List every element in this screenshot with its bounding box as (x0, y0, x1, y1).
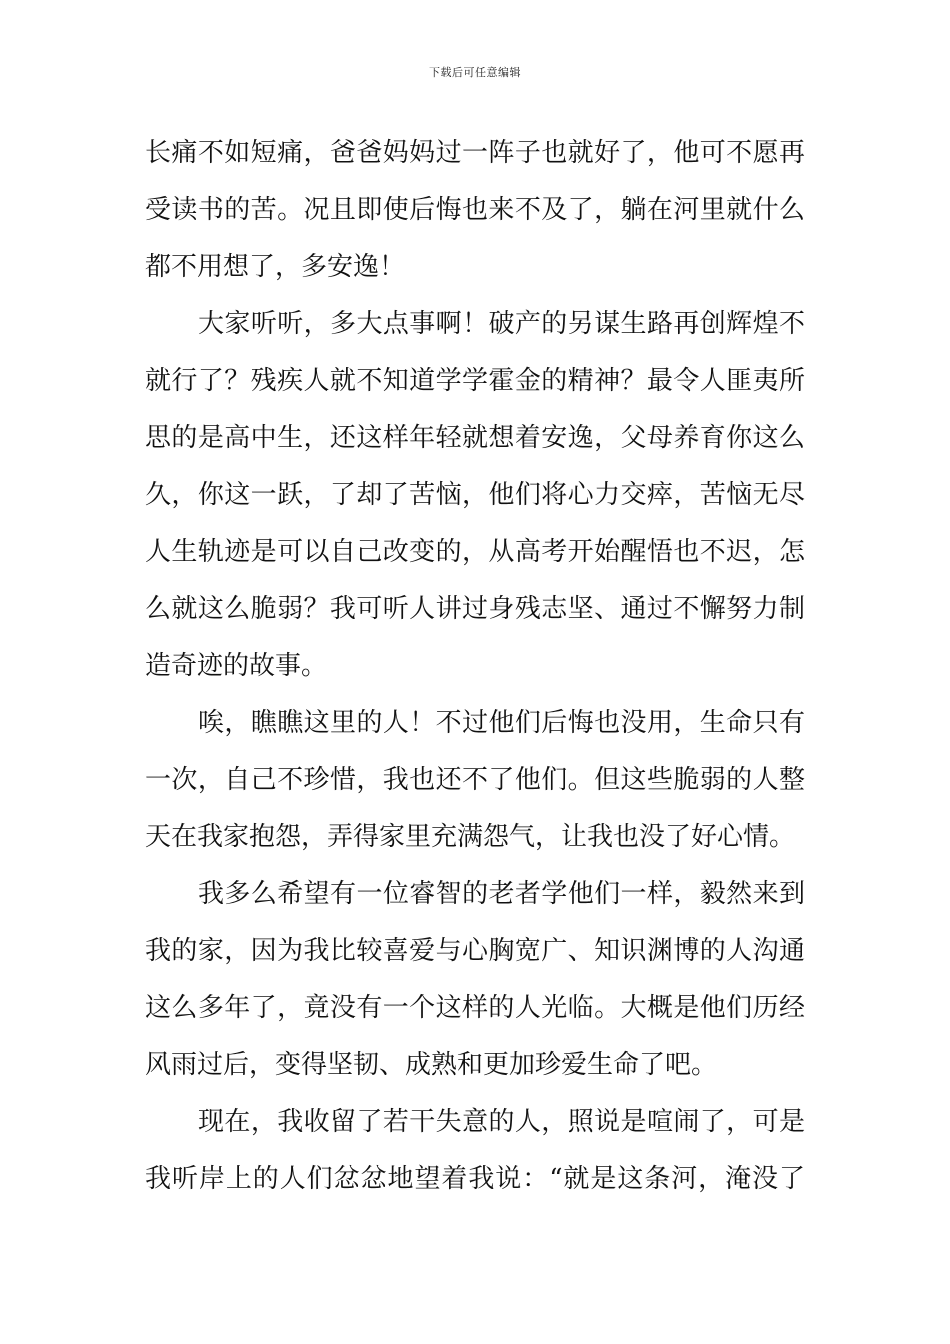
page-header: 下载后可任意编辑 (429, 66, 521, 79)
text-line: 这么多年了，竟没有一个这样的人光临。大概是他们历经 (145, 993, 805, 1023)
paragraph-first-line: 我多么希望有一位睿智的老者学他们一样，毅然来到 (198, 879, 805, 909)
text-line: 风雨过后，变得坚韧、成熟和更加珍爱生命了吧。 (145, 1050, 718, 1080)
paragraph-first-line: 现在，我收留了若干失意的人，照说是喧闹了，可是 (198, 1107, 805, 1137)
text-line: 我的家，因为我比较喜爱与心胸宽广、知识渊博的人沟通 (145, 936, 805, 966)
text-line: 造奇迹的故事。 (145, 651, 328, 681)
text-line: 都不用想了，多安逸！ (145, 252, 406, 282)
text-line: 久，你这一跃，了却了苦恼，他们将心力交瘁，苦恼无尽 (145, 480, 805, 510)
text-line: 人生轨迹是可以自己改变的，从高考开始醒悟也不迟，怎 (145, 537, 805, 567)
text-line: 就行了？残疾人就不知道学学霍金的精神？最令人匪夷所 (145, 366, 805, 396)
text-line: 一次，自己不珍惜，我也还不了他们。但这些脆弱的人整 (145, 765, 805, 795)
text-line: 我听岸上的人们忿忿地望着我说：“就是这条河，淹没了 (145, 1164, 805, 1194)
paragraph-first-line: 唉，瞧瞧这里的人！不过他们后悔也没用，生命只有 (198, 708, 805, 738)
document-body (145, 125, 805, 1208)
text-line: 长痛不如短痛，爸爸妈妈过一阵子也就好了，他可不愿再 (145, 138, 805, 168)
text-line: 天在我家抱怨，弄得家里充满怨气，让我也没了好心情。 (145, 822, 796, 852)
text-line: 么就这么脆弱？我可听人讲过身残志坚、通过不懈努力制 (145, 594, 805, 624)
text-line: 思的是高中生，还这样年轻就想着安逸，父母养育你这么 (145, 423, 805, 453)
text-line: 受读书的苦。况且即使后悔也来不及了，躺在河里就什么 (145, 195, 805, 225)
paragraph-first-line: 大家听听，多大点事啊！破产的另谋生路再创辉煌不 (198, 309, 805, 339)
